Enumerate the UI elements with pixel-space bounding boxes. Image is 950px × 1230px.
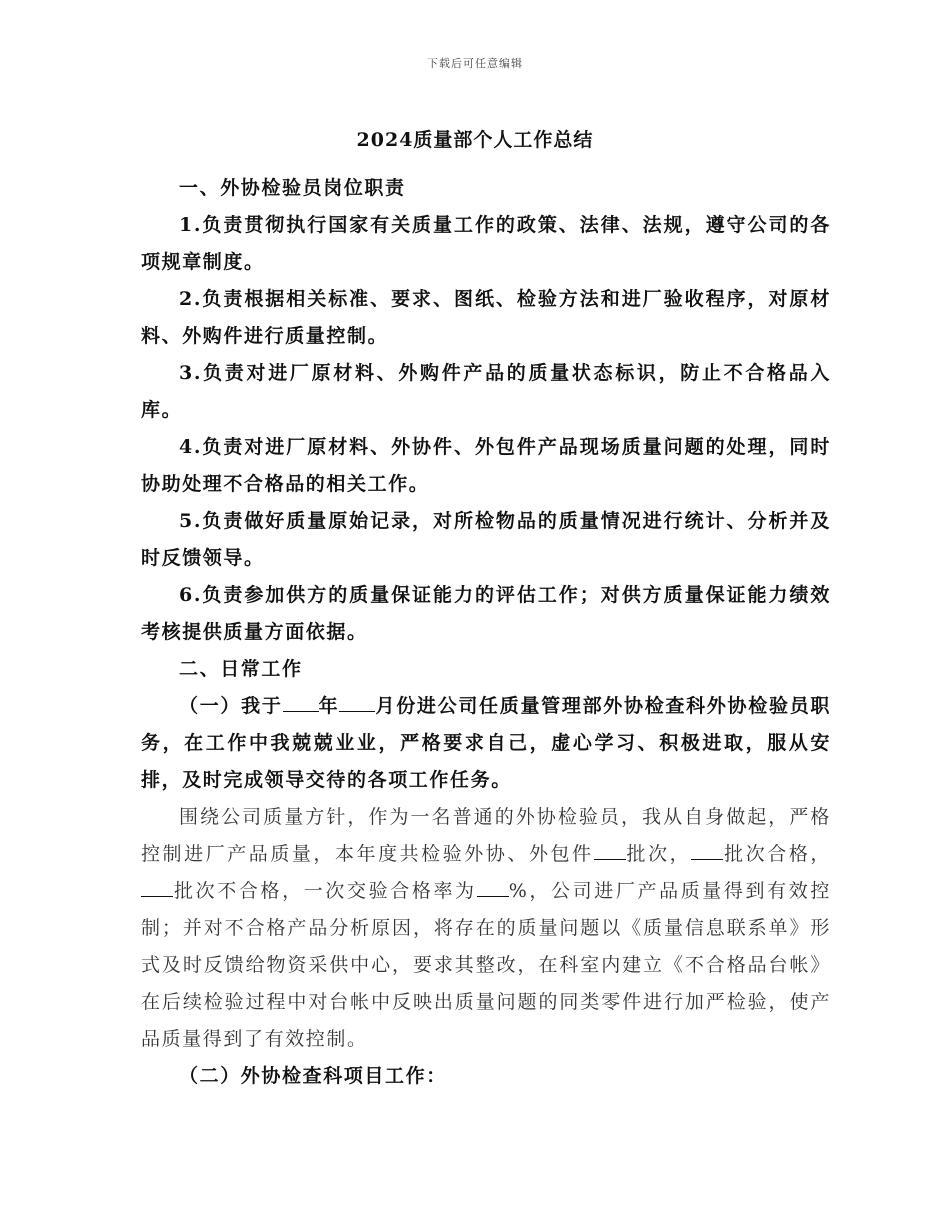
header-note: 下载后可任意编辑 (427, 57, 523, 70)
duty-item-1: 1.负责贯彻执行国家有关质量工作的政策、法律、法规，遵守公司的各项规章制度。 (141, 214, 831, 273)
fill-blank-batches-pass (691, 841, 723, 860)
duty-item-4: 4.负责对进厂原材料、外协件、外包件产品现场质量问题的处理，同时协助处理不合格品的相关工作。 (141, 436, 831, 495)
fill-blank-batches-total (594, 841, 626, 860)
fill-blank-batches-fail (141, 878, 173, 897)
duty-item-5: 5.负责做好质量原始记录，对所检物品的质量情况进行统计、分析并及时反馈领导。 (141, 510, 831, 569)
fill-blank-month (339, 693, 375, 712)
fill-blank-year (283, 693, 319, 712)
duty-item-2: 2.负责根据相关标准、要求、图纸、检验方法和进厂验收程序，对原材料、外购件进行质量控制。 (141, 288, 831, 347)
daily-work-paragraph-2: 围绕公司质量方针，作为一名普通的外协检验员，我从自身做起，严格控制进厂产品质量，本年度共检验外协、外包件 批次， 批次合格，批次不合格，一次交验合格率为 %，公司进厂产品质量得到有效控制；并对不合格产品分析原因，将存在的质量问题以《质量信息联系单》形式及时反馈给物资采供中心，要求其整改，在科室内建立《不合格品台帐》在后续检验过程中对台帐中反映出质量问题的同类零件进行加严检验，使产品质量得到了有效控制。 (141, 806, 831, 1050)
daily-work-paragraph-3: （二）外协检查科项目工作： (179, 1065, 447, 1087)
document-body (141, 170, 831, 1095)
document-title: 2024质量部个人工作总结 (356, 129, 594, 151)
section-heading-daily-work: 二、日常工作 (179, 658, 303, 680)
duty-item-6: 6.负责参加供方的质量保证能力的评估工作；对供方质量保证能力绩效考核提供质量方面依据。 (141, 584, 831, 643)
duty-item-3: 3.负责对进厂原材料、外购件产品的质量状态标识，防止不合格品入库。 (141, 362, 831, 421)
daily-work-paragraph-1: （一）我于 年 月份进公司任质量管理部外协检查科外协检验员职务，在工作中我兢兢业业，严格要求自己，虚心学习、积极进取，服从安排，及时完成领导交待的各项工作任务。 (141, 695, 831, 791)
section-heading-duties: 一、外协检验员岗位职责 (179, 177, 406, 199)
fill-blank-pass-rate (477, 878, 509, 897)
